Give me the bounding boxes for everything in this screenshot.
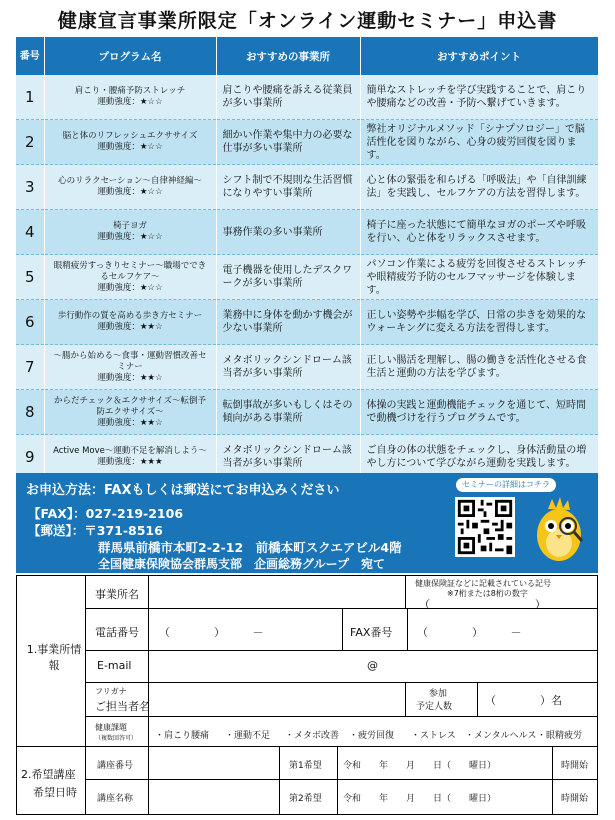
recommended-point: 椅子に座った状態にて簡単なヨガのポーズや呼吸を行い、心と体をリラックスさせます。 [360,210,598,255]
section-office-info: 1.事業所情報 [26,643,82,672]
recommended-office: 転倒事故が多いもしくはその傾向がある事業所 [216,390,360,435]
row-number: 8 [16,390,44,435]
divider [405,576,406,608]
table-row [16,390,598,435]
divider [148,576,149,814]
course-number-label: 講座番号 [97,761,134,771]
postal-address: 群馬県前橋市本町2-2-12 前橋本町スクエアビル4階 [98,540,402,555]
issue-option[interactable]: ・メタボ改善 [285,731,340,741]
second-choice-time[interactable]: 時開始 [561,794,589,804]
program-name [44,300,216,345]
phone-field[interactable]: （ ） － [159,626,264,639]
program-title: 眼精疲労すっきりセミナー～職場でできるセルフケア～ [53,260,207,282]
program-name [44,210,216,255]
program-name [44,120,216,165]
person-label: ご担当者名 [95,700,150,713]
issue-option[interactable]: ・眼精疲労 [537,731,583,741]
row-number: 1 [16,75,44,120]
header-office: おすすめの事業所 [216,37,360,75]
exercise-level: 運動強度：★★☆ [97,372,163,383]
row-number: 4 [16,210,44,255]
program-title: 心のリラクセーション～自律神経編～ [58,176,202,186]
exercise-level: 運動強度：★★☆ [97,417,163,428]
divider [342,608,343,650]
program-name [44,390,216,435]
program-name [44,255,216,300]
divider [85,650,597,651]
recommended-office: 肩こりや腰痛を訴える従業員が多い事業所 [216,75,360,120]
issue-option[interactable]: ・肩こり腰痛 [155,731,210,741]
recommended-point: 心と体の緊張を和らげる「呼吸法」や「自律訓練法」を実践し、セルフケアの方法を習得します。 [360,165,598,210]
row-number: 3 [16,165,44,210]
exercise-level: 運動強度：★☆☆ [97,142,163,152]
program-name [44,165,216,210]
phone-label: 電話番号 [95,626,139,639]
recommended-office: 電子機器を使用したデスクワークが多い事業所 [216,255,360,300]
program-title: からだチェック＆エクササイズ～転倒予防エクササイズ～ [53,395,207,417]
application-box [16,473,598,573]
issue-option[interactable]: ・ストレス [411,731,456,741]
header-number: 番号 [16,37,44,75]
issues-note: （複数回答可） [95,735,138,742]
divider [337,746,338,814]
office-name-label: 事業所名 [95,588,139,601]
furigana-label: フリガナ [95,687,127,696]
recommended-point: 簡単なストレッチを学び実践することで、肩こりや腰痛などの改善・予防へ繋げていきます。 [360,75,598,120]
recommended-point: ご自身の体の状態をチェックし、身体活動量の増やし方について学びながら運動を実践します。 [360,435,598,480]
row-number: 6 [16,300,44,345]
divider [405,682,406,716]
second-choice-label: 第2希望 [289,794,322,804]
exercise-level: 運動強度：★★★ [97,457,163,467]
divider [477,682,478,716]
first-choice-time[interactable]: 時開始 [561,761,589,771]
second-choice-date[interactable]: 令和 年 月 日（ 曜日） [343,794,497,804]
page-title: 健康宣言事業所限定「オンライン運動セミナー」申込書 [57,10,558,32]
program-title: 脳と体のリフレッシュエクササイズ [62,131,198,141]
recommended-point: 正しい腸活を理解し、腸の働きを活性化させる食生活と運動の方法を学びます。 [360,345,598,390]
section-course: 2.希望講座 [21,768,76,781]
fax-number: 【FAX】：027-219-2106 [28,506,184,521]
application-method: お申込方法：FAXもしくは郵送にてお申込みください [26,483,340,498]
row-number: 5 [16,255,44,300]
divider [85,716,597,717]
insurance-field[interactable]: （ ） [419,598,546,611]
exercise-level: 運動強度：★☆☆ [97,232,163,242]
course-name-label: 講座名称 [97,794,134,804]
first-choice-date[interactable]: 令和 年 月 日（ 曜日） [343,761,497,771]
qr-code-icon[interactable] [455,497,515,557]
attend-label-2: 予定人数 [416,702,453,712]
recommended-point: 弊社オリジナルメソッド「シナプソロジー」で脳活性化を図りながら、心身の疲労回復を図ります。 [360,120,598,165]
exercise-level: 運動強度：★☆☆ [97,282,163,293]
program-title: 歩行動作の質を高める歩き方セミナー [57,311,203,321]
postal-recipient: 全国健康保険協会群馬支部 企画総務グループ 宛て [98,557,386,571]
application-form [16,575,598,815]
table-row [16,300,598,345]
seminar-detail-link[interactable]: セミナーの詳細はコチラ [456,478,556,492]
table-row [16,210,598,255]
program-title: 肩こり・腰痛予防ストレッチ [74,86,186,96]
divider [407,608,408,650]
row-number: 7 [16,345,44,390]
divider [17,746,597,747]
header-point: おすすめポイント [360,37,598,75]
table-row [16,120,598,165]
table-row [16,255,598,300]
program-table [16,37,599,480]
row-number: 9 [16,435,44,480]
email-field[interactable]: @ [367,659,378,672]
exercise-level: 運動強度：★★☆ [97,322,163,332]
program-name [44,75,216,120]
recommended-office: 事務作業の多い事業所 [216,210,360,255]
insurance-subnote: ※7桁または8桁の数字 [447,589,528,598]
program-title: Active Move～運動不足を解消しよう～ [53,446,207,456]
program-title: ～腸から始める～食事・運動習慣改善セミナー [53,350,207,372]
recommended-office: メタボリックシンドローム該当者が多い事業所 [216,435,360,480]
exercise-level: 運動強度：★☆☆ [97,97,163,107]
table-row [16,75,598,120]
header-program: プログラム名 [44,37,216,75]
exercise-level: 運動強度：★☆☆ [97,187,163,197]
first-choice-label: 第1希望 [289,761,322,771]
table-row [16,345,598,390]
table-row [16,165,598,210]
recommended-office: 細かい作業や集中力の必要な仕事が多い事業所 [216,120,360,165]
recommended-point: 正しい姿勢や歩幅を学び、日常の歩きを効果的なウォーキングに変える方法を習得します。 [360,300,598,345]
table-header [16,37,598,75]
recommended-point: パソコン作業による疲労を回復させるストレッチや眼精疲労予防のセルフマッサージを体験します。 [360,255,598,300]
recommended-point: 体操の実践と運動機能チェックを通じて、短時間で動機づけを行うプログラムです。 [360,390,598,435]
divider [552,746,553,814]
mascot-icon [528,495,590,565]
attend-field[interactable]: （ ）名 [485,694,562,707]
fax-label: FAX番号 [350,626,393,639]
issue-option[interactable]: ・運動不足 [225,731,271,741]
recommended-office: シフト制で不規則な生活習慣になりやすい事業所 [216,165,360,210]
postal-code: 【郵送】：〒371-8516 [28,523,163,538]
issues-label: 健康課題 [95,723,127,732]
fax-field[interactable]: （ ） － [417,626,522,639]
issue-option[interactable]: ・メンタルヘルス [465,731,537,741]
divider [279,746,280,814]
section-datetime: 希望日時 [33,786,77,799]
recommended-office: メタボリックシンドローム該当者が多い事業所 [216,345,360,390]
divider [85,682,597,683]
program-name [44,345,216,390]
row-number: 2 [16,120,44,165]
program-title: 椅子ヨガ [112,221,147,231]
insurance-note: 健康保険証などに記載されている記号 [415,579,551,588]
issue-option[interactable]: ・疲労回復 [349,731,395,741]
email-label: E-mail [97,659,132,672]
divider [85,779,597,780]
recommended-office: 業務中に身体を動かす機会が少ない事業所 [216,300,360,345]
attend-label: 参加 [429,689,448,699]
